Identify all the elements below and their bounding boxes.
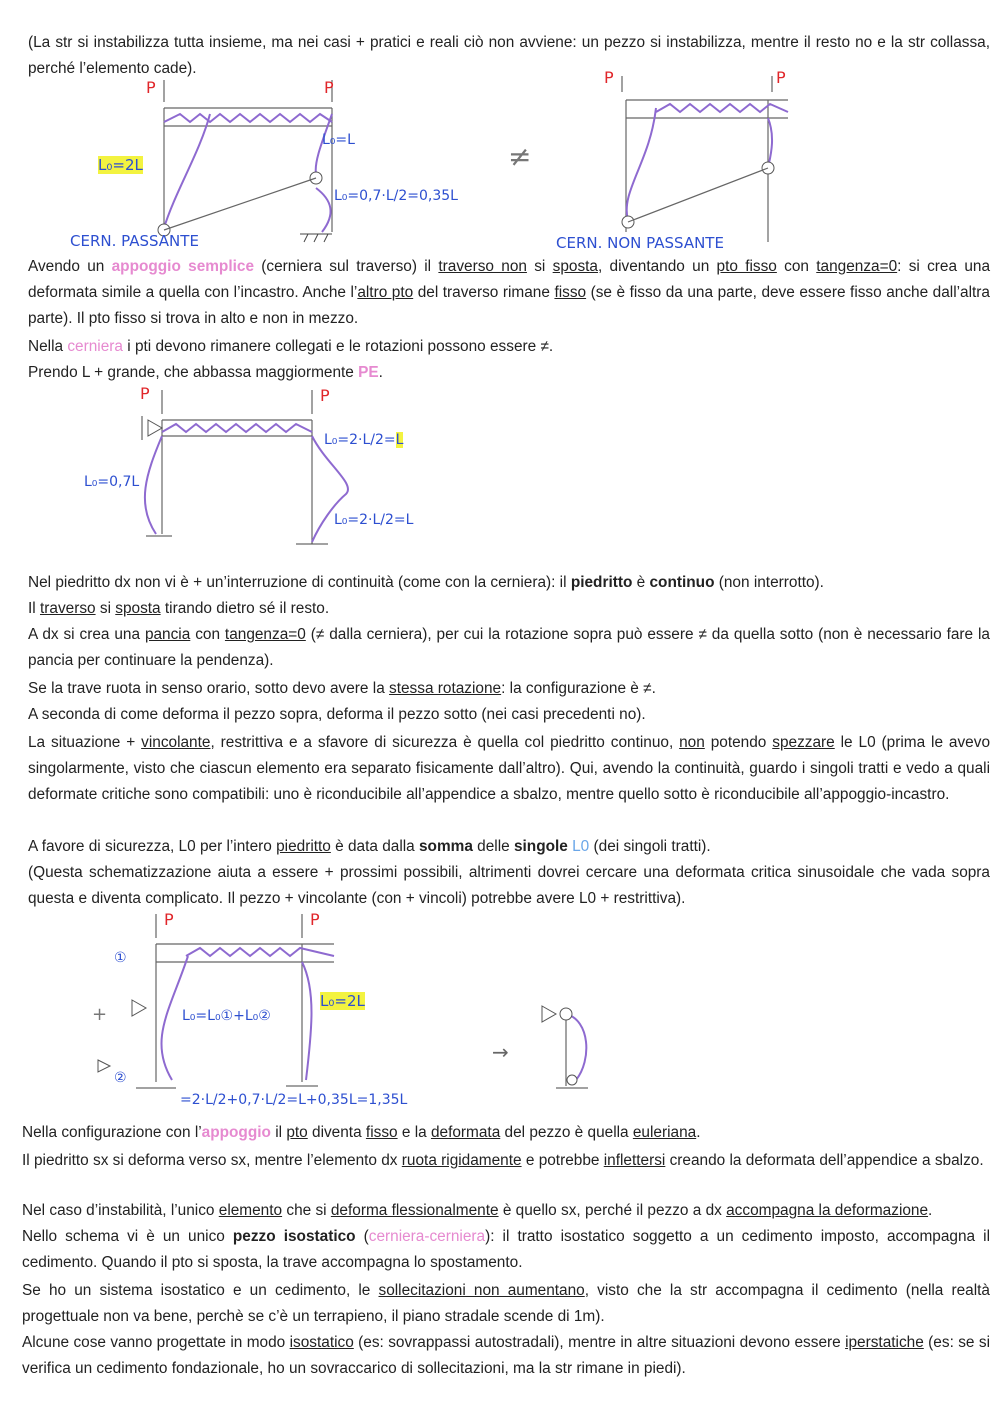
paragraph-progettazione: Alcune cose vanno progettate in modo isostatico (es: sovrappassi autostradali), mentre in altre situazioni devono essere iperstatiche (es: se si verifica un cedimento fondazionale, ho un sovraccarico di sollecitazioni, ma la str rimane in piedi). (22, 1334, 990, 1377)
frame-diagram-3 (80, 910, 640, 1120)
not-equal-sign: ≠ (508, 140, 532, 173)
load-label-left: P (146, 78, 156, 97)
figure-continuous-column (76, 384, 476, 554)
frame-diagram-2 (76, 384, 476, 554)
lo-sum-label: L₀=L₀①+L₀② (182, 1008, 271, 1024)
load-label-left: P (164, 910, 174, 929)
segment-number-1: ① (114, 950, 127, 966)
load-label-left-2: P (604, 68, 614, 87)
figure-sum-of-lengths (80, 910, 640, 1120)
figure-hinge-comparison (60, 68, 800, 258)
lo-left-label: L₀=0,7L (84, 474, 140, 490)
paragraph-cedimento: Se ho un sistema isostatico e un cedimento, le sollecitazioni non aumentano, visto che la str accompagna il cedimento (nella realtà progettuale non va bene, perchè se c’è un terrapieno, il piano stradale scende di 1m). (22, 1282, 990, 1325)
load-label-left: P (140, 384, 150, 403)
paragraph-pancia: A dx si crea una pancia con tangenza=0 (≠ dalla cerniera), per cui la rotazione sopra può essere ≠ da quella sotto (non è necessario fare la pancia per continuare la pendenza). (28, 626, 990, 669)
plus-sign: + (92, 1004, 108, 1025)
paragraph-configurazione: Nella configurazione con l’appoggio il pto diventa fisso e la deformata del pezzo è quella euleriana. (22, 1124, 701, 1141)
load-label-right-2: P (776, 68, 786, 87)
paragraph-appoggio: Avendo un appoggio semplice (cerniera sul traverso) il traverso non si sposta, diventando un pto fisso con tangenza=0: si crea una deformata simile a quella con l’incastro. Anche l’altro pto del traverso rimane fisso (se è fisso da una parte, deve essere fisso anche dall’altra parte). Il pto fisso si trova in alto e non in mezzo. (28, 258, 991, 327)
caption-passante: CERN. PASSANTE (70, 232, 199, 250)
lo-right-label: L₀=L (322, 132, 355, 148)
load-label-right: P (310, 910, 320, 929)
paragraph-isostatico: Nello schema vi è un unico pezzo isostatico (cerniera-cerniera): il tratto isostatico soggetto a un cedimento imposto, accompagna il cedimento. Quando il pto si sposta, la trave accompagna lo spostamento. (22, 1228, 990, 1271)
lo-top-label: L₀=2·L/2=L (324, 432, 404, 448)
paragraph-somma: A favore di sicurezza, L0 per l’intero piedritto è data dalla somma delle singole L0 (dei singoli tratti). (28, 838, 711, 855)
segment-number-2: ② (114, 1070, 127, 1086)
paragraph-seconda: A seconda di come deforma il pezzo sopra, deforma il pezzo sotto (nei casi precedenti no). (28, 706, 646, 723)
lo-bottom-label: L₀=0,7·L/2=0,35L (334, 188, 458, 204)
load-label-right: P (320, 386, 330, 405)
sum-equation: =2·L/2+0,7·L/2=L+0,35L=1,35L (180, 1092, 408, 1108)
paragraph-cerniera: Nella cerniera i pti devono rimanere collegati e le rotazioni possono essere ≠. (28, 338, 554, 355)
arrow-icon: → (492, 1040, 509, 1064)
lo-right-label: L₀=2L (320, 992, 365, 1010)
load-label-right: P (324, 78, 334, 97)
paragraph-traverso: Il traverso si sposta tirando dietro sé il resto. (28, 600, 330, 617)
frame-diagrams-1 (60, 72, 800, 258)
paragraph-vincolante: La situazione + vincolante, restrittiva e a sfavore di sicurezza è quella col piedritto continuo, non potendo spezzare le L0 (prima le avevo singolarmente, visto che ciascun elemento era separato fisicamente dall’altro). Qui, avendo la continuità, guardo i singoli tratti e vedo a quali deformate critiche sono compatibili: uno è riconducibile all’appendice a sbalzo, mentre quello sotto è riconducibile all’appoggio-incastro. (28, 734, 991, 803)
lo-bottom-label: L₀=2·L/2=L (334, 512, 414, 528)
paragraph-prendo: Prendo L + grande, che abbassa maggiormente PE. (28, 364, 383, 381)
intro-text: (La str si instabilizza tutta insieme, ma nei casi + pratici e reali ciò non avviene: un pezzo si instabilizza, mentre il resto no e la str collassa, perché l’elemento cade). (28, 34, 990, 77)
paragraph-piedritto: Nel piedritto dx non vi è + un’interruzione di continuità (come con la cerniera): il piedritto è continuo (non interrotto). (28, 574, 824, 591)
paragraph-instabilita: Nel caso d’instabilità, l’unico elemento che si deforma flessionalmente è quello sx, perché il pezzo a dx accompagna la deformazione. (22, 1202, 933, 1219)
caption-non-passante: CERN. NON PASSANTE (556, 234, 724, 252)
paragraph-schematizzazione: (Questa schematizzazione aiuta a essere + prossimi possibili, altrimenti dovrei cercare una deformata critica sinusoidale che vada sopra questa e diventa complicato. Il pezzo + vincolante (con + vincoli) potrebbe avere L0 + restrittiva). (28, 864, 990, 907)
paragraph-rotazione: Se la trave ruota in senso orario, sotto devo avere la stessa rotazione: la configurazione è ≠. (28, 680, 656, 697)
paragraph-piedritto-sx: Il piedritto sx si deforma verso sx, mentre l’elemento dx ruota rigidamente e potrebbe inflettersi creando la deformata dell’appendice a sbalzo. (22, 1152, 984, 1169)
lo-left-label: L₀=2L (98, 156, 143, 174)
